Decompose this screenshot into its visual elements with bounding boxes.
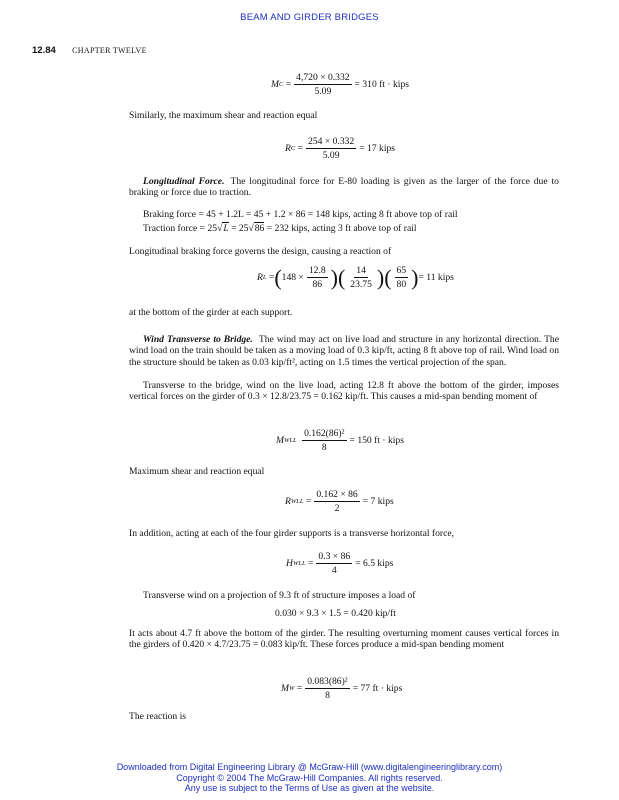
paragraph-reaction: The reaction is xyxy=(129,711,187,722)
page-number: 12.84 xyxy=(32,45,56,56)
paragraph-longitudinal-force: Longitudinal Force. The longitudinal force for E-80 loading is given as the larger of the force due to braking or force due to traction. xyxy=(129,176,559,199)
traction-force-line: Traction force = 25√L = 25√86 = 232 kips, acting 3 ft above top of rail xyxy=(143,223,417,234)
running-head: BEAM AND GIRDER BRIDGES xyxy=(240,12,379,23)
paragraph-acts: It acts about 4.7 ft above the bottom of the girder. The resulting overturning moment causes vertical forces in the girders of 0.420 × 4.7/23.75 = 0.083 kip/ft. These forces produce a mid-span bending moment xyxy=(129,628,559,651)
paragraph-bottom: at the bottom of the girder at each support. xyxy=(129,307,293,318)
paragraph-in-addition: In addition, acting at each of the four girder supports is a transverse horizontal force, xyxy=(129,528,455,539)
folio xyxy=(32,45,147,56)
equation-mc: M C = $\frac{4,720 \times 0.332}{5.09}$ = 310 ft · kips xyxy=(271,72,409,97)
equation-load: 0.030 × 9.3 × 1.5 = 0.420 kip/ft xyxy=(275,608,396,619)
footer-copyright: Copyright © 2004 The McGraw-Hill Companies. All rights reserved. xyxy=(176,772,443,783)
equation-rwll: R WLL = $\frac{0.162 \times 86}{2}$ = 7 kips xyxy=(285,489,394,514)
chapter-title: CHAPTER TWELVE xyxy=(72,46,147,55)
paragraph-governs: Longitudinal braking force governs the design, causing a reaction of xyxy=(129,246,392,257)
equation-rc: R C = $\frac{254 \times 0.332}{5.09}$ = 17 kips xyxy=(285,136,396,161)
paragraph-max-shear: Maximum shear and reaction equal xyxy=(129,466,265,477)
paragraph-transverse: Transverse to the bridge, wind on the live load, acting 12.8 ft above the bottom of the girder, imposes vertical forces on the girder of 0.3 × 12.8/23.75 = 0.162 kip/ft. This causes a mid-span bending moment of xyxy=(129,380,559,403)
braking-force-line: Braking force = 45 + 1.2L = 45 + 1.2 × 86 = 148 kips, acting 8 ft above top of rail xyxy=(143,209,458,220)
footer xyxy=(0,762,619,794)
paragraph-wind: Wind Transverse to Bridge. The wind may act on live load and structure in any horizontal direction. The wind load on the train should be taken as a moving load of 0.3 kip/ft, acting 8 ft above top of rail. Wind load on the structure should be taken as 0.03 kip/ft², acting on 1.5 times the vertical projection of the span. xyxy=(129,334,559,368)
equation-mw: M W = $\frac{\text{0.083(86)²}}{8}$ = 77 ft · kips xyxy=(281,676,403,701)
footer-download-link[interactable]: Downloaded from Digital Engineering Library @ McGraw-Hill (www.digitalengineeringlibrary.com) xyxy=(116,762,503,772)
paragraph-similarly: Similarly, the maximum shear and reaction equal xyxy=(129,110,318,121)
footer-terms[interactable]: Any use is subject to the Terms of Use as given at the website. xyxy=(184,783,435,793)
equation-rl: R L = ( 148 × $\frac{12.8}{86}$ ) ( $\frac{14}{23.75}$ ) ( $\frac{65}{80}$ ) = 11 kips xyxy=(257,264,454,290)
equation-hwll: H WLL = $\frac{0.3 \times 86}{4}$ = 6.5 kips xyxy=(286,551,394,576)
equation-mwll: M WLL $\frac{\text{0.162(86)²}}{8}$ = 150 ft · kips xyxy=(276,428,404,453)
paragraph-projection: Transverse wind on a projection of 9.3 ft of structure imposes a load of xyxy=(143,590,416,601)
